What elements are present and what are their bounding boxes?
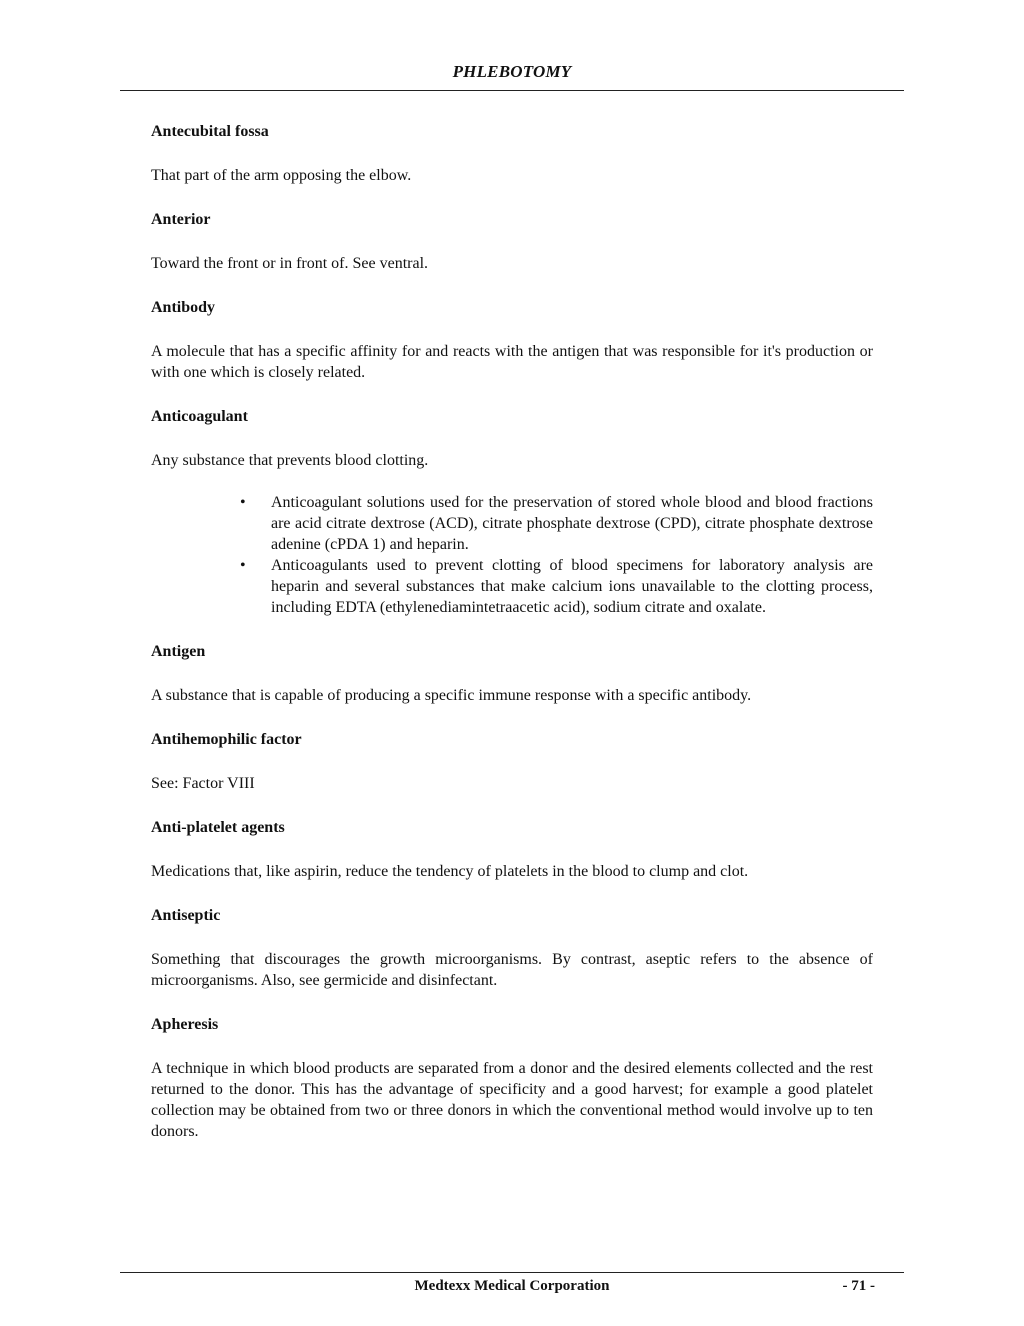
glossary-term: Antigen bbox=[151, 643, 206, 660]
bullet-list bbox=[151, 492, 873, 618]
bullet-text: Anticoagulant solutions used for the preservation of stored whole blood and blood fractions are acid citrate dextrose (ACD), citrate phosphate dextrose (CPD), citrate phosphate dextrose adenine (cPDA 1) and heparin. bbox=[271, 494, 873, 553]
glossary-definition: That part of the arm opposing the elbow. bbox=[151, 167, 412, 184]
glossary-definition: Toward the front or in front of. See ventral. bbox=[151, 255, 429, 272]
glossary-term: Anti-platelet agents bbox=[151, 819, 285, 836]
glossary-definition: A substance that is capable of producing a specific immune response with a specific antibody. bbox=[151, 687, 752, 704]
bullet-text: Anticoagulants used to prevent clotting of blood specimens for laboratory analysis are heparin and several substances that make calcium ions unavailable to the clotting process, including EDTA (ethylenediamintetraacetic acid), sodium citrate and oxalate. bbox=[271, 557, 873, 616]
glossary-term: Anterior bbox=[151, 211, 211, 228]
running-header-title: PHLEBOTOMY bbox=[452, 62, 572, 81]
glossary-definition: A molecule that has a specific affinity for and reacts with the antigen that was responsible for it's production or with one which is closely related. bbox=[151, 343, 873, 381]
bullet-list-item bbox=[240, 555, 873, 618]
bullet-list-item bbox=[240, 492, 873, 555]
glossary-definition: See: Factor VIII bbox=[151, 775, 255, 792]
page-number: - 71 - bbox=[842, 1278, 875, 1294]
glossary-term: Antibody bbox=[151, 299, 216, 316]
glossary-term: Apheresis bbox=[151, 1016, 219, 1033]
footer-company-name: Medtexx Medical Corporation bbox=[414, 1278, 610, 1294]
glossary-definition: A technique in which blood products are separated from a donor and the desired elements collected and the rest returned to the donor. This has the advantage of specificity and a good harvest; for example a good platelet collection may be obtained from two or three donors in which the conventional method would involve up to ten donors. bbox=[151, 1060, 873, 1140]
glossary-term: Antiseptic bbox=[151, 907, 221, 924]
header-rule bbox=[120, 90, 904, 91]
glossary-term: Antecubital fossa bbox=[151, 123, 269, 140]
footer-rule bbox=[120, 1272, 904, 1273]
bullet-icon: • bbox=[240, 557, 246, 574]
glossary-term: Anticoagulant bbox=[151, 408, 248, 425]
glossary-definition: Medications that, like aspirin, reduce the tendency of platelets in the blood to clump and clot. bbox=[151, 863, 749, 880]
glossary-body bbox=[151, 121, 873, 1142]
glossary-term: Antihemophilic factor bbox=[151, 731, 302, 748]
bullet-icon: • bbox=[240, 494, 246, 511]
glossary-definition: Any substance that prevents blood clotting. bbox=[151, 452, 429, 469]
glossary-definition: Something that discourages the growth microorganisms. By contrast, aseptic refers to the absence of microorganisms. Also, see germicide and disinfectant. bbox=[151, 951, 873, 989]
